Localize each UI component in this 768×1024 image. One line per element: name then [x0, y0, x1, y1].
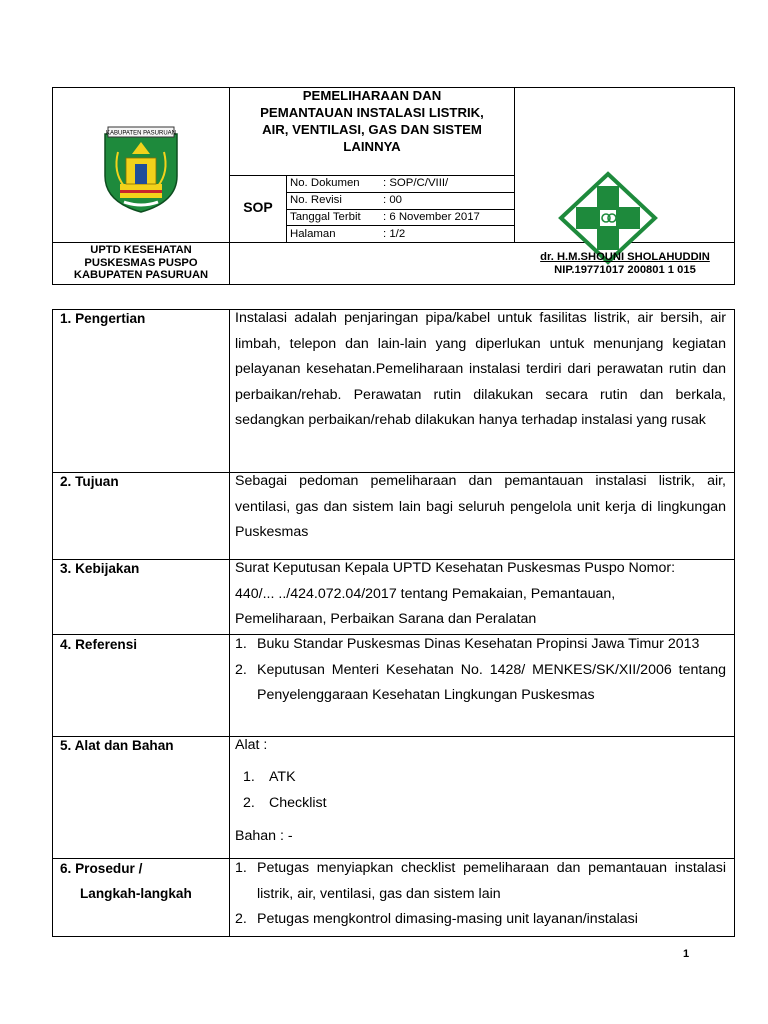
- title-line: PEMANTAUAN INSTALASI LISTRIK,: [260, 105, 484, 120]
- section-alat-title: Alat :: [235, 737, 268, 753]
- section-text-pengertian: Instalasi adalah penjaringan pipa/kabel untuk fasilitas listrik, air bersih, air limbah, telepon dan lain-lain yang diperlukan untuk menunjang kegiatan pelayanan kesehatan.Pemeliharaan instalasi terdiri dari perawatan rutin dan perbaikan/rehab. Perawatan rutin dilakukan secara rutin dan berkala, sedangkan perbaikan/rehab dilakukan hanya terhadap instalasi yang rusak: [235, 310, 726, 428]
- rule: [286, 225, 514, 226]
- section-text-kebijakan: [235, 556, 730, 633]
- rule: [52, 936, 735, 937]
- meta-value-halaman: : 1/2: [383, 228, 406, 240]
- label-line: Langkah-langkah: [80, 886, 192, 901]
- list-number: 2.: [235, 911, 247, 927]
- rule: [52, 309, 53, 937]
- org-line: KABUPATEN PASURUAN: [73, 269, 209, 281]
- text-line: 440/... ../424.072.04/2017 tentang Pemakaian, Pemantauan,: [235, 585, 616, 602]
- title-line: PEMELIHARAAN DAN: [302, 88, 442, 103]
- section-label-tujuan: 2. Tujuan: [60, 474, 119, 489]
- section-bahan: Bahan : -: [235, 828, 293, 844]
- section-label-pengertian: 1. Pengertian: [60, 311, 146, 326]
- text-line: Surat Keputusan Kepala UPTD Kesehatan Puskesmas Puspo Nomor:: [235, 560, 676, 576]
- document-title: [230, 87, 514, 155]
- section-text-tujuan: Sebagai pedoman pemeliharaan dan pemantauan instalasi listrik, air, ventilasi, gas dan sistem lain bagi seluruh pengelola unit kerja di lingkungan Puskesmas: [235, 473, 726, 540]
- section-list-referensi: [235, 632, 726, 709]
- rule: [514, 87, 515, 242]
- meta-value-tanggal-terbit: : 6 November 2017: [383, 211, 480, 223]
- org-line: PUSKESMAS PUSPO: [84, 256, 198, 269]
- rule: [52, 284, 735, 285]
- list-item: [235, 632, 726, 658]
- list-text: Petugas mengkontrol dimasing-masing unit layanan/instalasi: [257, 911, 638, 927]
- list-text: Keputusan Menteri Kesehatan No. 1428/ MENKES/SK/XII/2006 tentang Penyelenggaraan Kesehatan Lingkungan Puskesmas: [257, 661, 726, 703]
- list-number: 2.: [235, 661, 247, 678]
- logo-banner-text: KABUPATEN PASURUAN: [105, 130, 177, 137]
- signer-block: [515, 251, 735, 276]
- meta-key-no-revisi: No. Revisi: [290, 194, 342, 206]
- list-text: Buku Standar Puskesmas Dinas Kesehatan Propinsi Jawa Timur 2013: [257, 636, 700, 652]
- list-number: 1.: [235, 860, 247, 876]
- alat-item-text: Checklist: [269, 795, 327, 811]
- kabupaten-pasuruan-logo: [98, 124, 184, 214]
- page-number: 1: [683, 948, 690, 960]
- meta-key-halaman: Halaman: [290, 228, 336, 240]
- rule: [229, 309, 230, 937]
- sop-label: SOP: [243, 199, 273, 215]
- organization-name: [53, 244, 229, 282]
- meta-key-tanggal-terbit: Tanggal Terbit: [290, 211, 361, 223]
- meta-value-no-dokumen: : SOP/C/VIII/: [383, 177, 449, 189]
- alat-item-number: 2.: [243, 795, 255, 811]
- section-label-kebijakan: 3. Kebijakan: [60, 561, 140, 576]
- signer-name: dr. H.M.SHOUNI SHOLAHUDDIN: [540, 251, 710, 263]
- signer-nip: NIP.19771017 200801 1 015: [554, 263, 696, 276]
- section-label-alat: 5. Alat dan Bahan: [60, 738, 174, 753]
- org-line: UPTD KESEHATAN: [90, 244, 192, 256]
- section-list-prosedur: [235, 856, 726, 933]
- alat-item-text: ATK: [269, 769, 296, 785]
- text-line: Pemeliharaan, Perbaikan Sarana dan Peralatan: [235, 611, 537, 627]
- list-item: [235, 658, 726, 709]
- list-item: [235, 856, 726, 907]
- title-line: AIR, VENTILASI, GAS DAN SISTEM: [262, 122, 482, 137]
- title-line: LAINNYA: [343, 139, 401, 154]
- list-text: Petugas menyiapkan checklist pemeliharaan dan pemantauan instalasi listrik, air, ventilasi, gas dan sistem lain: [257, 860, 726, 902]
- list-item: [235, 907, 726, 933]
- alat-item-number: 1.: [243, 769, 255, 785]
- section-label-prosedur: [60, 856, 192, 906]
- rule: [734, 309, 735, 937]
- rule: [229, 175, 514, 176]
- label-line: 6. Prosedur /: [60, 861, 143, 876]
- section-label-referensi: 4. Referensi: [60, 637, 138, 652]
- list-number: 1.: [235, 636, 247, 652]
- meta-key-no-dokumen: No. Dokumen: [290, 177, 360, 189]
- meta-value-no-revisi: : 00: [383, 194, 402, 206]
